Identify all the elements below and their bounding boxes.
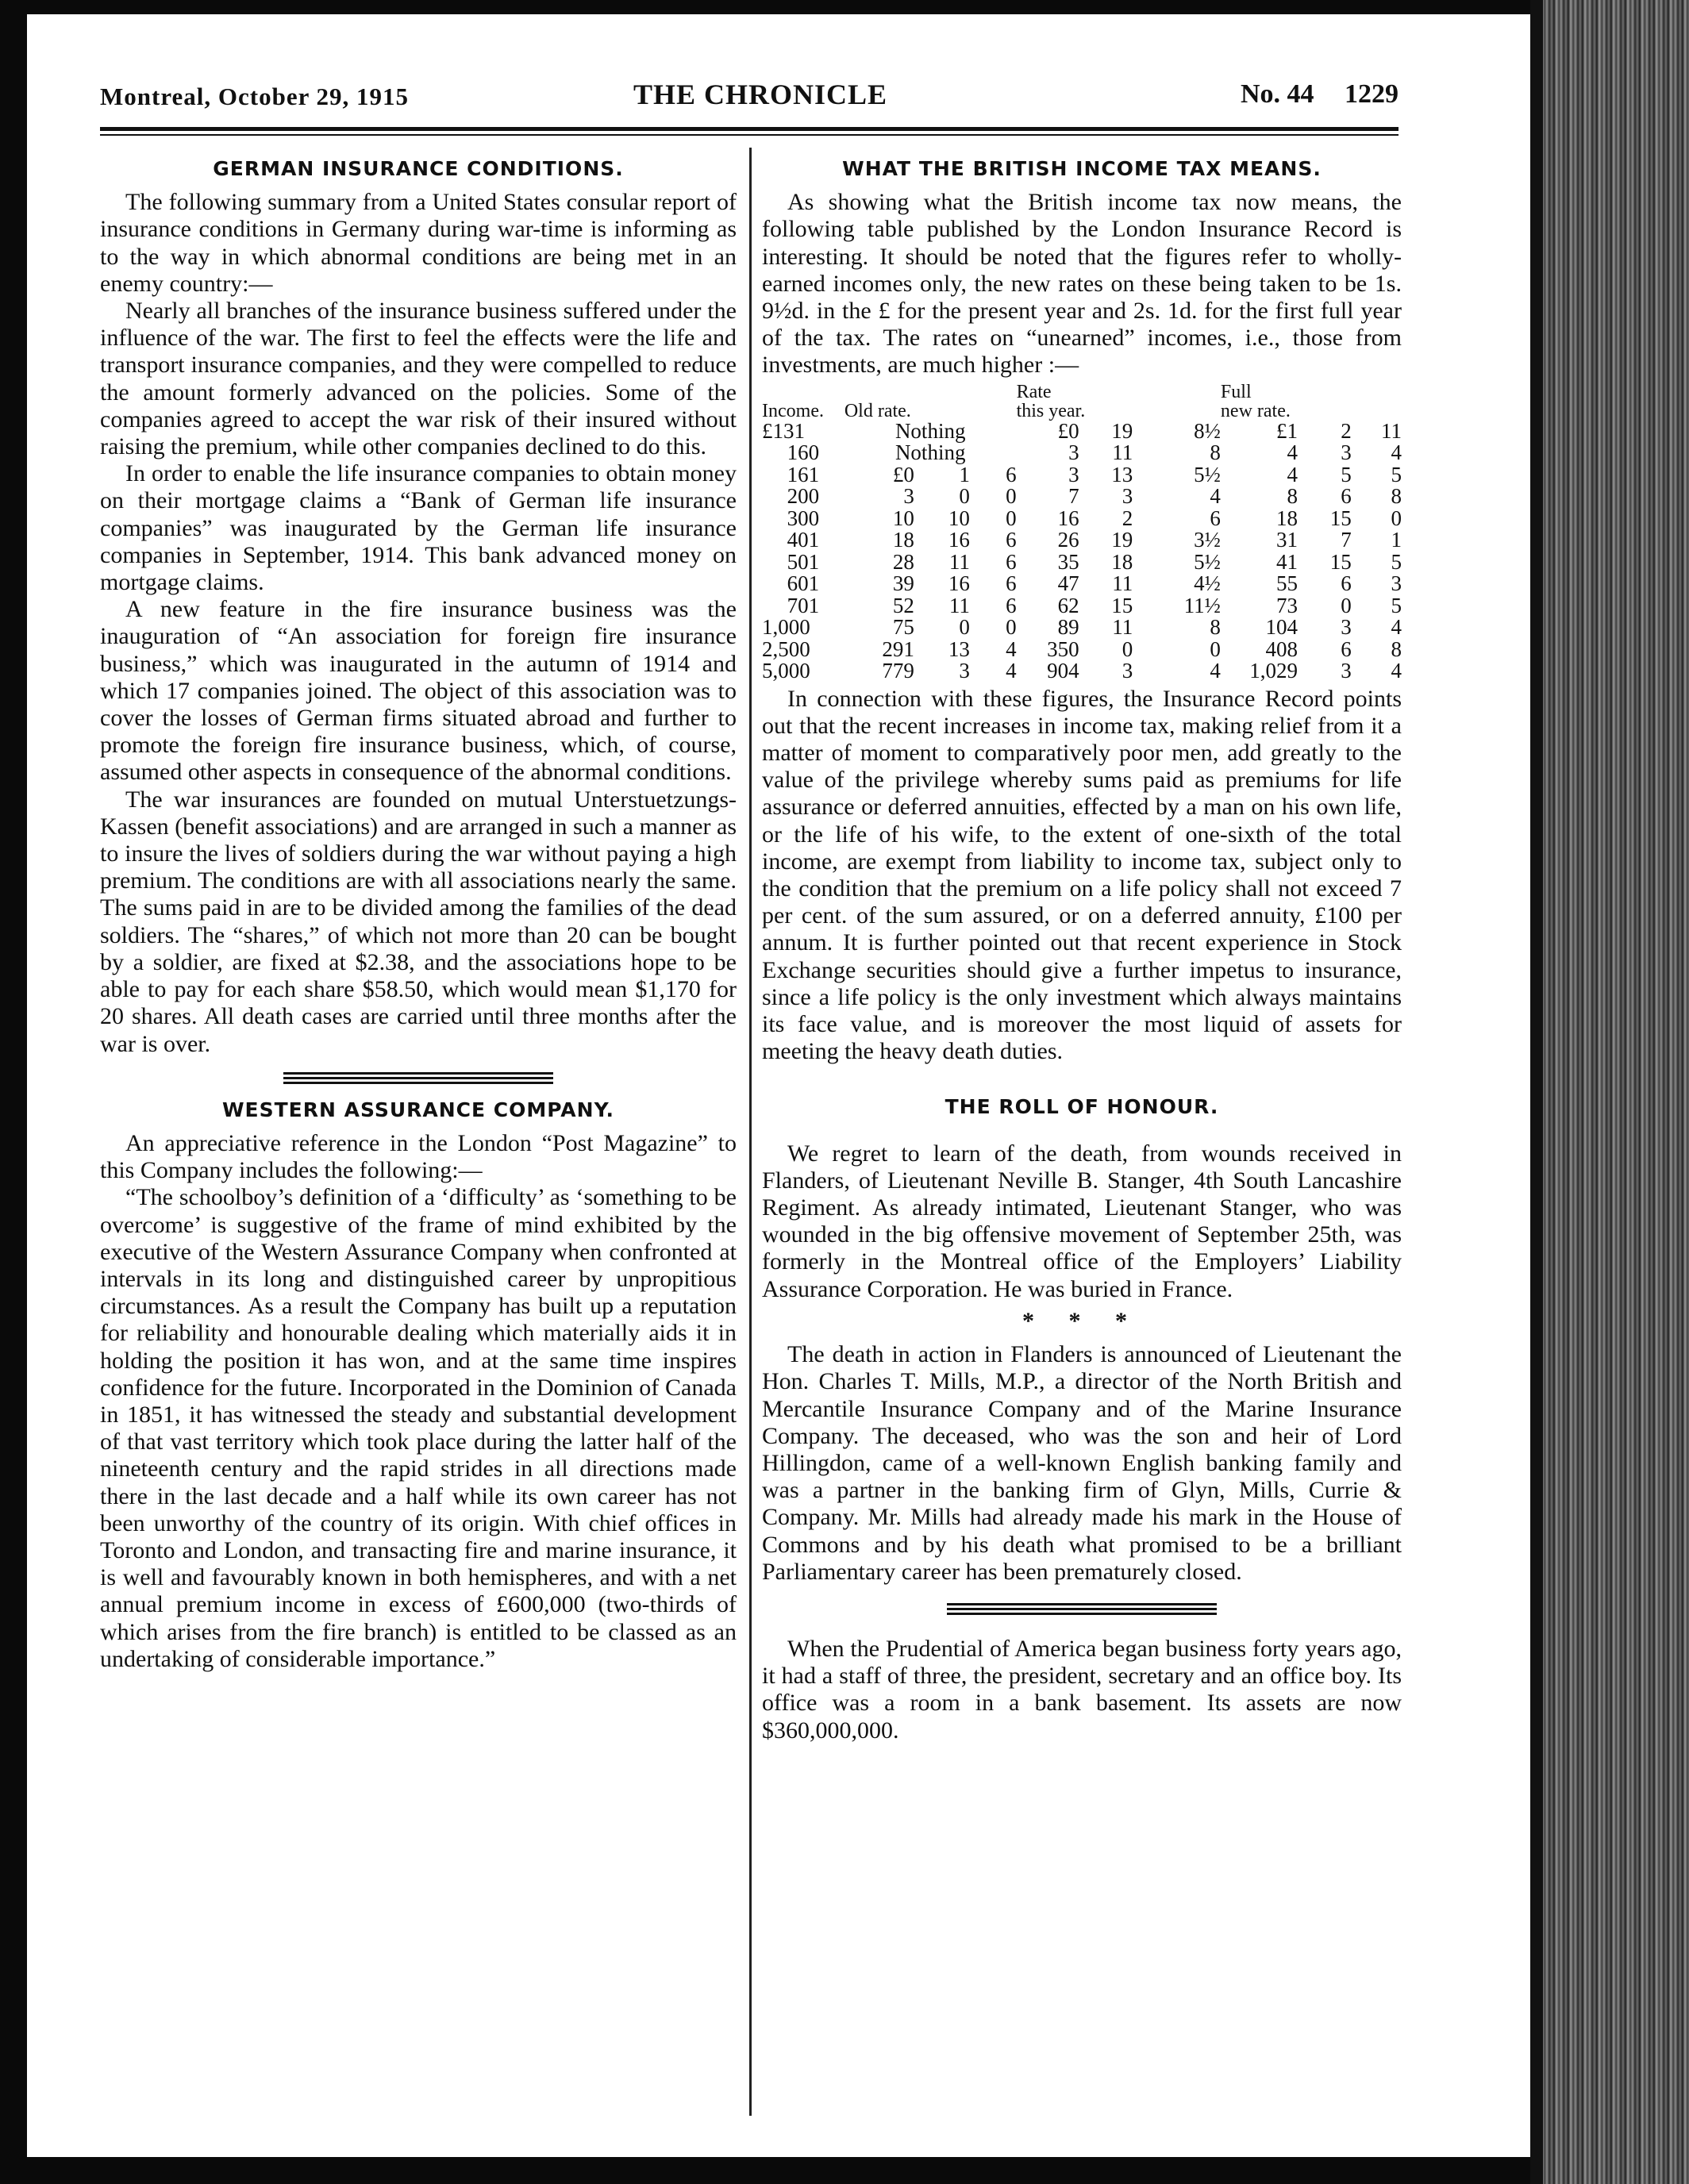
cell-old-shillings: 16	[948, 528, 970, 552]
header-rule-thick	[100, 127, 1399, 131]
cell-full-pounds: 8	[1287, 484, 1298, 509]
table-row	[762, 486, 1402, 508]
cell-old-pounds: 28	[892, 549, 914, 574]
cell-full-pence: 0	[1391, 506, 1402, 530]
cell-rate-pounds: 3	[1068, 440, 1079, 465]
cell-old-pounds: 291	[882, 636, 914, 661]
table-row	[762, 617, 1402, 639]
income-tax-table	[762, 383, 1402, 682]
cell-rate-shillings: 19	[1111, 528, 1133, 552]
cell-old-pounds: 10	[892, 506, 914, 530]
cell-full-shillings: 5	[1341, 462, 1352, 486]
col-header-full: Full	[1220, 381, 1252, 402]
cell-full-pounds: 4	[1287, 440, 1298, 465]
cell-rate-shillings: 0	[1122, 636, 1133, 661]
table-row	[762, 595, 1402, 617]
cell-rate-pounds: 47	[1057, 571, 1079, 596]
cell-full-shillings: 6	[1341, 484, 1352, 509]
cell-rate-pence: 3½	[1194, 528, 1221, 552]
german-paragraph: The following summary from a United States consular report of insurance conditions in Germany during war-time is informing as to the way in which abnormal conditions are being met in an enemy country:—	[100, 189, 737, 297]
table-row	[762, 639, 1402, 661]
cell-full-shillings: 3	[1341, 659, 1352, 683]
cell-rate-pounds: 26	[1057, 528, 1079, 552]
cell-old-shillings: 11	[948, 549, 970, 574]
cell-old-pence: 0	[1006, 615, 1017, 640]
cell-rate-pounds: £0	[1057, 418, 1079, 443]
cell-rate-shillings: 15	[1111, 593, 1133, 617]
german-paragraph: The war insurances are founded on mutual Unterstuetzungs-Kassen (benefit associations) and are arranged in such a manner as to insure the lives of soldiers during the war without paying a high premium. The conditions are with all associations nearly the same. The sums paid in are to be divided among the families of the dead soldiers. The “shares,” of which not more than 20 can be bought by a soldier, are fixed at $2.38, and the associations hope to be able to pay for each share $58.50, which would mean $1,170 for 20 shares. All death cases are carried until three months after the war is over.	[100, 786, 737, 1057]
cell-full-pence: 1	[1391, 528, 1402, 552]
table-row	[762, 421, 1402, 443]
cell-full-pence: 4	[1391, 615, 1402, 640]
cell-old-pence: 6	[1006, 528, 1017, 552]
col-header-old-rate: Old rate.	[844, 400, 911, 421]
cell-old-pence: 6	[1006, 593, 1017, 617]
header-page-number: 1229	[1345, 79, 1399, 109]
cell-old-pence: 0	[1006, 506, 1017, 530]
table-header-row-2	[762, 402, 1402, 421]
cell-full-pounds: 104	[1265, 615, 1298, 640]
cell-old-shillings: 1	[959, 462, 970, 486]
cell-old-pounds: 779	[882, 659, 914, 683]
right-column	[762, 156, 1402, 1744]
table-row	[762, 660, 1402, 682]
cell-rate-shillings: 13	[1111, 462, 1133, 486]
left-column	[100, 156, 737, 1673]
cell-full-pounds: 31	[1276, 528, 1298, 552]
cell-full-shillings: 3	[1341, 440, 1352, 465]
german-paragraph: Nearly all branches of the insurance business suffered under the influence of the war. The first to feel the effects were the life and transport insurance companies, and they were compelled to reduce the amount formerly advanced on the policies. Some of the companies agreed to accept the war risk of their insured without raising the premium, while other companies declined to do this.	[100, 298, 737, 460]
book-page-edges	[1530, 0, 1689, 2184]
cell-rate-pence: 8	[1210, 440, 1221, 465]
cell-rate-shillings: 2	[1122, 506, 1133, 530]
table-row	[762, 573, 1402, 595]
col-header-this-year: this year.	[1016, 400, 1086, 421]
cell-old-pence: 0	[1006, 484, 1017, 509]
cell-old-shillings: 0	[959, 615, 970, 640]
german-paragraph: A new feature in the fire insurance business was the inauguration of “An association for foreign fire insurance business,” which was inaugurated in the autumn of 1914 and which 17 companies joined. The object of this association was to cover the losses of German firms situated abroad and further to promote the foreign fire insurance business, which, of course, assumed other aspects in consequence of the abnormal conditions.	[100, 596, 737, 786]
table-row	[762, 442, 1402, 464]
cell-income: 2,500	[762, 636, 810, 661]
cell-full-pence: 3	[1391, 571, 1402, 596]
cell-income: 5,000	[762, 659, 810, 683]
german-insurance-heading: GERMAN INSURANCE CONDITIONS.	[213, 157, 624, 180]
cell-full-pence: 8	[1391, 484, 1402, 509]
cell-income: 160	[787, 440, 820, 465]
cell-full-shillings: 6	[1341, 571, 1352, 596]
cell-old-rate: Nothing	[895, 440, 966, 465]
cell-income: 200	[787, 484, 820, 509]
cell-income: 300	[787, 506, 820, 530]
cell-rate-pence: 5½	[1194, 549, 1221, 574]
cell-old-pence: 6	[1006, 549, 1017, 574]
cell-full-shillings: 2	[1341, 418, 1352, 443]
cell-full-pounds: 4	[1287, 462, 1298, 486]
cell-old-pounds: 75	[892, 615, 914, 640]
cell-rate-shillings: 11	[1112, 615, 1133, 640]
cell-rate-pence: 6	[1210, 506, 1221, 530]
cell-old-pounds: 52	[892, 593, 914, 617]
cell-full-pounds: 1,029	[1249, 659, 1298, 683]
cell-rate-pence: 11½	[1183, 593, 1221, 617]
cell-full-pounds: 41	[1276, 549, 1298, 574]
cell-rate-shillings: 18	[1111, 549, 1133, 574]
cell-full-shillings: 6	[1341, 636, 1352, 661]
cell-full-pounds: £1	[1276, 418, 1298, 443]
cell-full-pounds: 55	[1276, 571, 1298, 596]
income-tax-intro: As showing what the British income tax now means, the following table published by the London Insurance Record is interesting. It should be noted that the figures refer to wholly-earned incomes only, the new rates on these being taken to be 1s. 9½d. in the £ for the present year and 2s. 1d. for the first full year of the tax. The rates on “unearned” incomes, i.e., those from investments, are much higher :—	[762, 189, 1402, 379]
cell-rate-shillings: 19	[1111, 418, 1133, 443]
cell-full-pence: 4	[1391, 440, 1402, 465]
cell-full-pounds: 18	[1276, 506, 1298, 530]
cell-full-pounds: 408	[1265, 636, 1298, 661]
honour-paragraph-stanger: We regret to learn of the death, from wounds received in Flanders, of Lieutenant Neville B. Stanger, 4th South Lancashire Regiment. As already intimated, Lieutenant Stanger, who was wounded in the big offensive movement of September 25th, was formerly in the Montreal office of the Employers’ Liability Assurance Corporation. He was buried in France.	[762, 1140, 1402, 1302]
header-dateline: Montreal, October 29, 1915	[100, 83, 410, 110]
cell-rate-pounds: 62	[1057, 593, 1079, 617]
table-row	[762, 529, 1402, 552]
roll-of-honour-heading: THE ROLL OF HONOUR.	[945, 1095, 1219, 1119]
cell-old-rate: Nothing	[895, 418, 966, 443]
cell-full-pence: 8	[1391, 636, 1402, 661]
header-issue-number: No. 44	[1240, 79, 1314, 109]
cell-rate-shillings: 3	[1122, 659, 1133, 683]
cell-old-pounds: 39	[892, 571, 914, 596]
table-row	[762, 464, 1402, 486]
header-rule-thin	[100, 134, 1399, 136]
table-header-row-1	[762, 383, 1402, 402]
scan-border-bottom	[0, 2157, 1533, 2184]
income-tax-commentary: In connection with these figures, the Insurance Record points out that the recent increases in income tax, making relief from it a matter of moment to comparatively poor men, add greatly to the value of the privilege whereby sums paid as premiums for life assurance or deferred annuities, effected by a man on his own life, or the life of his wife, to the extent of one-sixth of the total income, are exempt from liability to income tax, subject only to the condition that the premium on a life policy shall not exceed 7 per cent. of the sum assured, or on a deferred annuity, £100 per annum. It is further pointed out that recent experience in Stock Exchange securities should give a further impetus to insurance, since a life policy is the only investment which always maintains its face value, and is moreover the most liquid of assets for meeting the heavy death duties.	[762, 685, 1402, 1065]
running-header	[100, 78, 1399, 117]
cell-old-shillings: 10	[948, 506, 970, 530]
western-paragraph: “The schoolboy’s definition of a ‘difficulty’ as ‘something to be overcome’ is suggestive of the frame of mind exhibited by the executive of the Western Assurance Company when confronted at intervals in its long and distinguished career by unpropitious circumstances. As a result the Company has built up a reputation for reliability and honourable dealing which materially aids it in holding the position it has won, and at the same time inspires confidence for the future. Incorporated in the Dominion of Canada in 1851, it has witnessed the steady and substantial development of that vast territory which took place during the latter half of the nineteenth century and the rapid strides in all directions made there in the last decade and a half while its own career has not been unworthy of the country of its origin. With chief offices in Toronto and London, and transacting fire and marine insurance, it is well and favourably known in both hemispheres, and with a net annual premium income in excess of £600,000 (two-thirds of which arises from the fire branch) is entitled to be classed as an undertaking of considerable importance.”	[100, 1184, 737, 1672]
cell-rate-pence: 4	[1210, 484, 1221, 509]
income-tax-heading: WHAT THE BRITISH INCOME TAX MEANS.	[842, 157, 1322, 180]
cell-old-shillings: 0	[959, 484, 970, 509]
cell-rate-shillings: 11	[1112, 571, 1133, 596]
cell-full-pence: 5	[1391, 549, 1402, 574]
cell-income: 701	[787, 593, 820, 617]
header-issue-page	[1241, 79, 1399, 110]
cell-rate-pounds: 904	[1047, 659, 1079, 683]
cell-full-shillings: 0	[1341, 593, 1352, 617]
cell-income: 501	[787, 549, 820, 574]
cell-rate-pence: 8	[1210, 615, 1221, 640]
cell-income: 601	[787, 571, 820, 596]
cell-full-shillings: 15	[1329, 506, 1352, 530]
cell-rate-pounds: 16	[1057, 506, 1079, 530]
cell-rate-pence: 5½	[1194, 462, 1221, 486]
cell-old-pence: 4	[1006, 636, 1017, 661]
cell-rate-pounds: 89	[1057, 615, 1079, 640]
cell-rate-pence: 4	[1210, 659, 1221, 683]
cell-old-shillings: 16	[948, 571, 970, 596]
scan-border-left	[0, 0, 27, 2184]
prudential-paragraph: When the Prudential of America began business forty years ago, it had a staff of three, the president, secretary and an office boy. Its office was a room in a bank basement. Its assets are now $360,000,000.	[762, 1635, 1402, 1744]
cell-full-shillings: 15	[1329, 549, 1352, 574]
scan-border-top	[0, 0, 1533, 14]
cell-rate-pounds: 7	[1068, 484, 1079, 509]
header-journal-title: THE CHRONICLE	[633, 79, 888, 110]
cell-old-pounds: 3	[903, 484, 914, 509]
cell-old-pence: 6	[1006, 571, 1017, 596]
table-row	[762, 508, 1402, 530]
cell-rate-pence: 0	[1210, 636, 1221, 661]
cell-old-shillings: 11	[948, 593, 970, 617]
cell-income: 161	[787, 462, 820, 486]
col-header-income: Income.	[762, 400, 824, 421]
cell-rate-pounds: 35	[1057, 549, 1079, 574]
cell-old-shillings: 13	[948, 636, 970, 661]
cell-full-pounds: 73	[1276, 593, 1298, 617]
col-header-rate: Rate	[1016, 381, 1052, 402]
cell-rate-pence: 8½	[1194, 418, 1221, 443]
asterism: * * *	[1022, 1307, 1141, 1334]
cell-old-pence: 6	[1006, 462, 1017, 486]
book-spine-shadow	[1530, 0, 1543, 2184]
cell-full-pence: 11	[1381, 418, 1402, 443]
cell-full-pence: 5	[1391, 462, 1402, 486]
german-paragraph: In order to enable the life insurance companies to obtain money on their mortgage claims a “Bank of German life insurance companies” was inaugurated by the German life insurance companies in September, 1914. This bank advanced money on mortgage claims.	[100, 460, 737, 596]
section-separator	[947, 1603, 1217, 1615]
cell-rate-pounds: 350	[1047, 636, 1079, 661]
cell-income: 1,000	[762, 615, 810, 640]
column-divider	[749, 148, 752, 2116]
western-assurance-heading: WESTERN ASSURANCE COMPANY.	[221, 1098, 615, 1121]
cell-rate-shillings: 11	[1112, 440, 1133, 465]
table-row	[762, 552, 1402, 574]
cell-rate-pence: 4½	[1194, 571, 1221, 596]
cell-full-shillings: 7	[1341, 528, 1352, 552]
cell-old-pounds: 18	[892, 528, 914, 552]
cell-rate-pounds: 3	[1068, 462, 1079, 486]
section-separator	[283, 1072, 553, 1084]
cell-rate-shillings: 3	[1122, 484, 1133, 509]
cell-income: 401	[787, 528, 820, 552]
cell-income: £131	[762, 418, 805, 443]
honour-paragraph-mills: The death in action in Flanders is announced of Lieutenant the Hon. Charles T. Mills, M.P., a director of the North British and Mercantile Insurance Company and of the Marine Insurance Company. The deceased, who was the son and heir of Lord Hillingdon, came of a well-known English banking family and was a partner in the banking firm of Glyn, Mills, Currie & Company. Mr. Mills had already made his mark in the House of Commons and by his death what promised to be a brilliant Parliamentary career has been prematurely closed.	[762, 1341, 1402, 1585]
cell-old-pounds: £0	[892, 462, 914, 486]
cell-full-shillings: 3	[1341, 615, 1352, 640]
western-paragraph: An appreciative reference in the London “Post Magazine” to this Company includes the following:—	[100, 1129, 737, 1184]
cell-old-shillings: 3	[959, 659, 970, 683]
cell-old-pence: 4	[1006, 659, 1017, 683]
cell-full-pence: 5	[1391, 593, 1402, 617]
cell-full-pence: 4	[1391, 659, 1402, 683]
col-header-new-rate: new rate.	[1220, 400, 1291, 421]
